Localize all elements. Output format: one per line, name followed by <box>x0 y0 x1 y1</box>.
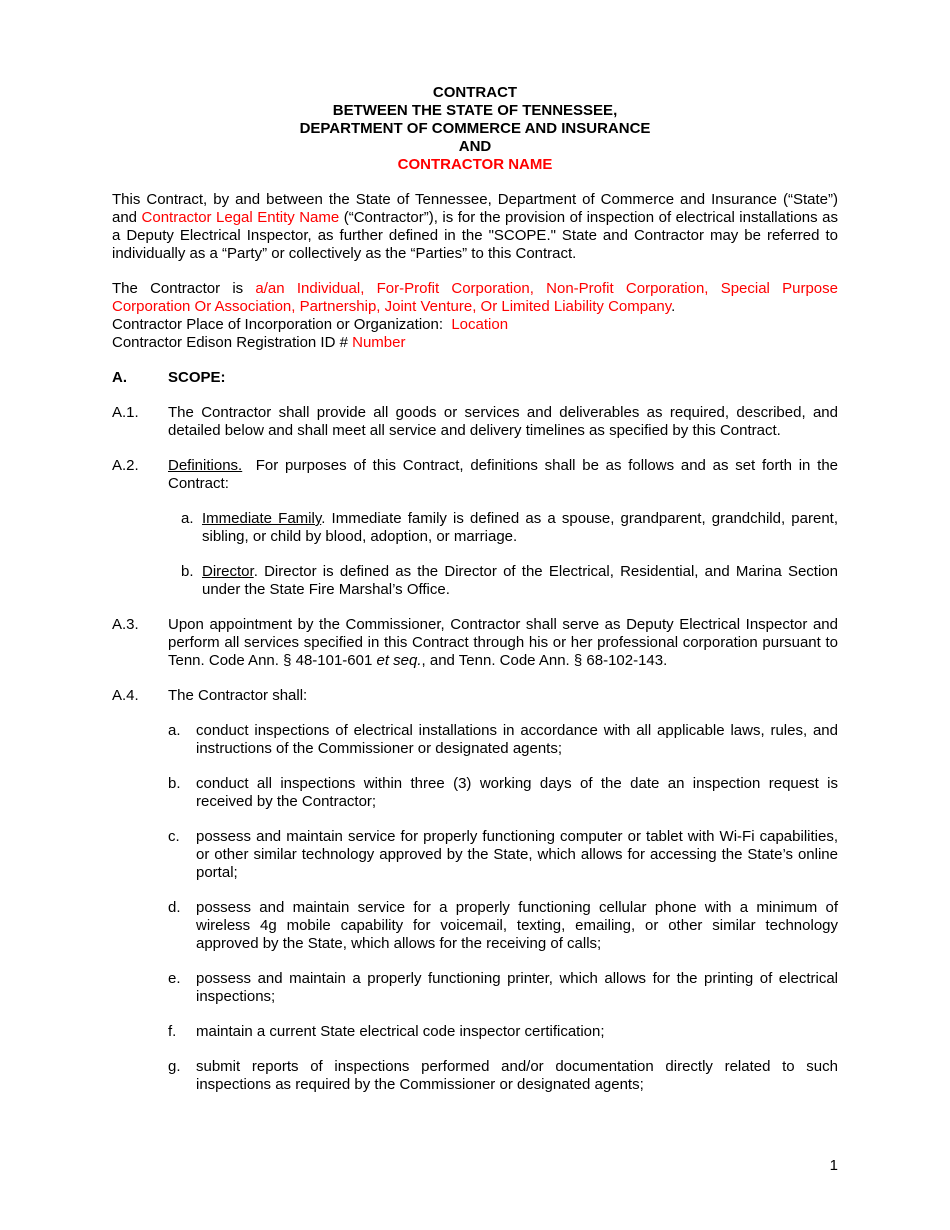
edison-registration <box>112 334 838 352</box>
intro-paragraph <box>112 191 838 263</box>
place-label: Contractor Place of Incorporation or Organization: <box>112 316 452 333</box>
title-line-and: AND <box>458 138 492 155</box>
title-line-contract: CONTRACT <box>432 84 518 101</box>
clause-a1-text: The Contractor shall provide all goods or services and deliverables as required, described, and detailed below and shall meet all service and delivery timelines as specified by this Contract. <box>168 404 838 439</box>
list-item-text: conduct inspections of electrical installations in accordance with all applicable laws, rules, and instructions of the Commissioner or designated agents; <box>196 722 838 757</box>
clause-a2 <box>112 457 843 493</box>
list-item <box>168 899 838 953</box>
place-of-incorporation <box>112 316 838 334</box>
title-line-contractor-name: CONTRACTOR NAME <box>397 156 553 173</box>
contractor-type-paragraph <box>112 280 838 316</box>
contract-title <box>112 84 838 174</box>
section-a-number: A. <box>112 369 127 386</box>
intro-text-b: (“Contractor”), is for the provision of inspection of electrical installations as a Deputy Electrical Inspector, as further defined in the "SCOPE." State and Contractor may be referred to individually as a “Party” or collectively as the “Parties” to this Contract. <box>112 209 838 262</box>
clause-a3-text <box>168 616 838 670</box>
title-line-between: BETWEEN THE STATE OF TENNESSEE, <box>332 102 618 119</box>
edison-placeholder: Number <box>352 334 406 351</box>
list-item-text: maintain a current State electrical code inspector certification; <box>196 1023 605 1040</box>
definition-a-label: a. <box>181 510 194 527</box>
clause-a3-italic: et seq. <box>376 652 422 669</box>
list-item-label: e. <box>168 970 181 987</box>
clause-a1 <box>112 404 838 440</box>
list-item-label: b. <box>168 775 181 792</box>
clause-a4-text: The Contractor shall: <box>168 687 308 704</box>
list-item-text: submit reports of inspections performed and/or documentation directly related to such inspections as required by the Commissioner or designated agents; <box>196 1058 838 1093</box>
list-item-text: possess and maintain service for a properly functioning cellular phone with a minimum of wireless 4g mobile capability for voicemail, texting, emailing, or other similar technology approved by the State, which allows for the receiving of calls; <box>196 899 838 952</box>
list-item-text: possess and maintain a properly functioning printer, which allows for the printing of electrical inspections; <box>196 970 838 1005</box>
definition-b-text <box>202 563 838 599</box>
list-item <box>168 1058 838 1094</box>
list-item-label: a. <box>168 722 181 739</box>
definition-b-term: Director <box>202 563 254 580</box>
definition-a-body: . Immediate family is defined as a spouse, grandparent, grandchild, parent, sibling, or child by blood, adoption, or marriage. <box>202 510 838 545</box>
list-item <box>168 970 838 1006</box>
list-item-label: f. <box>168 1023 177 1040</box>
contractor-type-label: The Contractor is <box>112 280 256 297</box>
definitions-heading: Definitions. <box>168 457 243 474</box>
list-item-label: d. <box>168 899 181 916</box>
list-item <box>168 828 838 882</box>
clause-a4-number: A.4. <box>112 687 139 704</box>
list-item <box>168 722 838 758</box>
list-item-label: c. <box>168 828 180 845</box>
section-a-heading <box>112 369 838 387</box>
definition-a-text <box>202 510 838 546</box>
clause-a3-text-a: Upon appointment by the Commissioner, Contractor shall serve as Deputy Electrical Inspector and perform all services specified in this Contract through his or her professional corporation pursuant to Tenn. Code Ann. § 48-101-601 <box>168 616 838 669</box>
list-item-text: conduct all inspections within three (3) working days of the date an inspection request is received by the Contractor; <box>196 775 838 810</box>
list-item-label: g. <box>168 1058 181 1075</box>
clause-a3 <box>112 616 838 670</box>
definitions-intro: For purposes of this Contract, definitions shall be as follows and as set forth in the Contract: <box>168 457 843 492</box>
title-line-department: DEPARTMENT OF COMMERCE AND INSURANCE <box>299 120 651 137</box>
clause-a1-number: A.1. <box>112 404 139 421</box>
list-item <box>168 1023 838 1041</box>
list-item <box>168 775 838 811</box>
contractor-type-period: . <box>671 298 676 315</box>
clause-a4 <box>112 687 838 705</box>
page-number: 1 <box>829 1157 838 1174</box>
definition-immediate-family <box>181 510 838 546</box>
edison-label: Contractor Edison Registration ID # <box>112 334 353 351</box>
definition-a-term: Immediate Family <box>202 510 322 527</box>
clause-a3-number: A.3. <box>112 616 139 633</box>
document-page <box>112 84 843 1111</box>
intro-text-a: This Contract, by and between the State of Tennessee, Department of Commerce and Insurance (“State”) and <box>112 191 838 226</box>
clause-a3-text-b: , and Tenn. Code Ann. § 68-102-143. <box>421 652 668 669</box>
definition-director <box>181 563 838 599</box>
clause-a2-number: A.2. <box>112 457 139 474</box>
contractor-legal-entity-placeholder: Contractor Legal Entity Name <box>141 209 340 226</box>
clause-a2-text <box>168 457 843 493</box>
contractor-type-placeholder: a/an Individual, For-Profit Corporation, Non-Profit Corporation, Special Purpose Corporation Or Association, Partnership, Joint Venture, Or Limited Liability Company <box>112 280 838 315</box>
definition-b-body: . Director is defined as the Director of the Electrical, Residential, and Marina Section under the State Fire Marshal’s Office. <box>202 563 838 598</box>
place-placeholder: Location <box>451 316 509 333</box>
contractor-info-block <box>112 280 838 352</box>
list-item-text: possess and maintain service for properly functioning computer or tablet with Wi-Fi capabilities, or other similar technology approved by the State, which allows for accessing the State’s online portal; <box>196 828 838 881</box>
definition-b-label: b. <box>181 563 194 580</box>
section-a-title: SCOPE: <box>168 369 226 386</box>
